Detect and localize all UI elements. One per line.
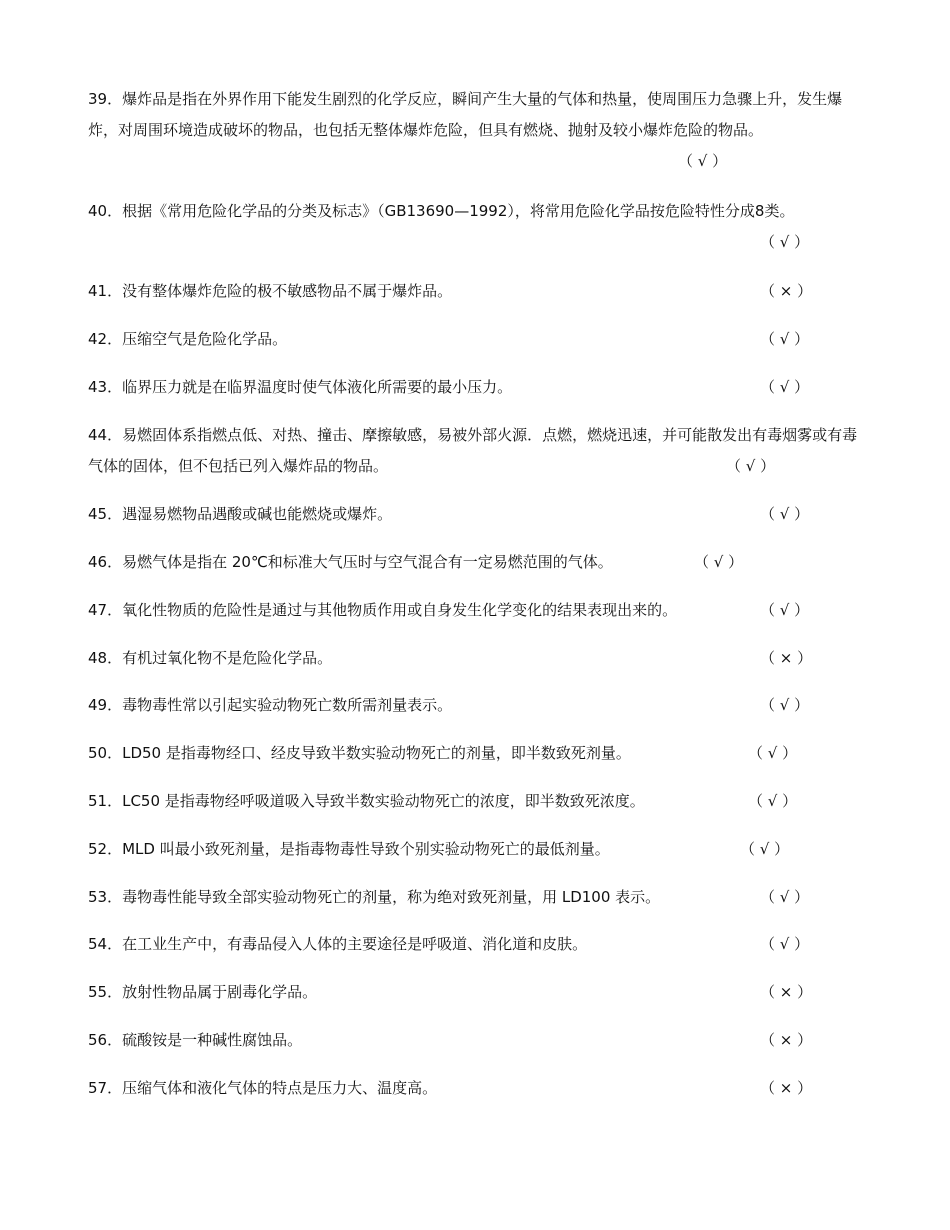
question-text: 52．MLD 叫最小致死剂量，是指毒物毒性导致个别实验动物死亡的最低剂量。 — [88, 840, 610, 858]
answer-mark: （ √ ） — [726, 457, 776, 475]
question-48 — [88, 643, 860, 674]
question-56 — [88, 1025, 860, 1056]
question-44 — [88, 420, 860, 482]
question-41 — [88, 276, 860, 307]
answer-mark: （ √ ） — [760, 935, 810, 953]
answer-mark: （ √ ） — [760, 505, 810, 523]
question-39 — [88, 84, 860, 170]
question-text: 41．没有整体爆炸危险的极不敏感物品不属于爆炸品。 — [88, 282, 453, 300]
question-text: 42．压缩空气是危险化学品。 — [88, 330, 288, 348]
question-46 — [88, 547, 860, 578]
question-57 — [88, 1073, 860, 1104]
question-text: 57．压缩气体和液化气体的特点是压力大、温度高。 — [88, 1079, 438, 1097]
question-text: 39．爆炸品是指在外界作用下能发生剧烈的化学反应，瞬间产生大量的气体和热量，使周围压力急骤上升，发生爆炸，对周围环境造成破坏的物品，也包括无整体爆炸危险，但具有燃烧、抛射及较小爆炸危险的物品。 — [88, 90, 843, 139]
question-40 — [88, 196, 860, 251]
answer-mark: （ √ ） — [678, 152, 728, 170]
question-text: 46．易燃气体是指在 20℃和标准大气压时与空气混合有一定易燃范围的气体。 — [88, 553, 613, 571]
question-47 — [88, 595, 860, 626]
answer-mark: （ √ ） — [760, 696, 810, 714]
question-42 — [88, 324, 860, 355]
question-55 — [88, 977, 860, 1008]
answer-mark: （ √ ） — [694, 553, 744, 571]
question-text: 45．遇湿易燃物品遇酸或碱也能燃烧或爆炸。 — [88, 505, 393, 523]
answer-mark: （ √ ） — [748, 792, 798, 810]
question-43 — [88, 372, 860, 403]
question-53 — [88, 882, 860, 913]
question-text: 43．临界压力就是在临界温度时使气体液化所需要的最小压力。 — [88, 378, 513, 396]
question-text: 50．LD50 是指毒物经口、经皮导致半数实验动物死亡的剂量，即半数致死剂量。 — [88, 744, 631, 762]
question-text: 44．易燃固体系指燃点低、对热、撞击、摩擦敏感，易被外部火源．点燃，燃烧迅速，并可能散发出有毒烟雾或有毒气体的固体，但不包括已列入爆炸品的物品。 — [88, 426, 858, 475]
question-text: 48．有机过氧化物不是危险化学品。 — [88, 649, 333, 667]
question-text: 51．LC50 是指毒物经呼吸道吸入导致半数实验动物死亡的浓度，即半数致死浓度。 — [88, 792, 645, 810]
question-text: 55．放射性物品属于剧毒化学品。 — [88, 983, 318, 1001]
answer-mark: （ × ） — [760, 983, 813, 1001]
answer-mark: （ × ） — [760, 1079, 813, 1097]
question-50 — [88, 738, 860, 769]
answer-mark: （ × ） — [760, 282, 813, 300]
answer-mark: （ × ） — [760, 1031, 813, 1049]
answer-mark: （ √ ） — [760, 233, 810, 251]
question-49 — [88, 690, 860, 721]
question-52 — [88, 834, 860, 865]
question-51 — [88, 786, 860, 817]
question-text: 56．硫酸铵是一种碱性腐蚀品。 — [88, 1031, 303, 1049]
question-45 — [88, 499, 860, 530]
answer-mark: （ √ ） — [760, 330, 810, 348]
answer-mark: （ √ ） — [760, 378, 810, 396]
answer-mark: （ √ ） — [748, 744, 798, 762]
question-text: 53．毒物毒性能导致全部实验动物死亡的剂量，称为绝对致死剂量，用 LD100 表示。 — [88, 888, 661, 906]
answer-mark: （ √ ） — [740, 840, 790, 858]
answer-mark: （ √ ） — [760, 601, 810, 619]
question-text: 40．根据《常用危险化学品的分类及标志》（GB13690—1992），将常用危险化学品按危险特性分成8类。 — [88, 202, 795, 220]
question-text: 54．在工业生产中，有毒品侵入人体的主要途径是呼吸道、消化道和皮肤。 — [88, 935, 588, 953]
question-text: 49．毒物毒性常以引起实验动物死亡数所需剂量表示。 — [88, 696, 453, 714]
answer-mark: （ × ） — [760, 649, 813, 667]
answer-mark: （ √ ） — [760, 888, 810, 906]
question-text: 47．氧化性物质的危险性是通过与其他物质作用或自身发生化学变化的结果表现出来的。 — [88, 601, 678, 619]
question-54 — [88, 929, 860, 960]
